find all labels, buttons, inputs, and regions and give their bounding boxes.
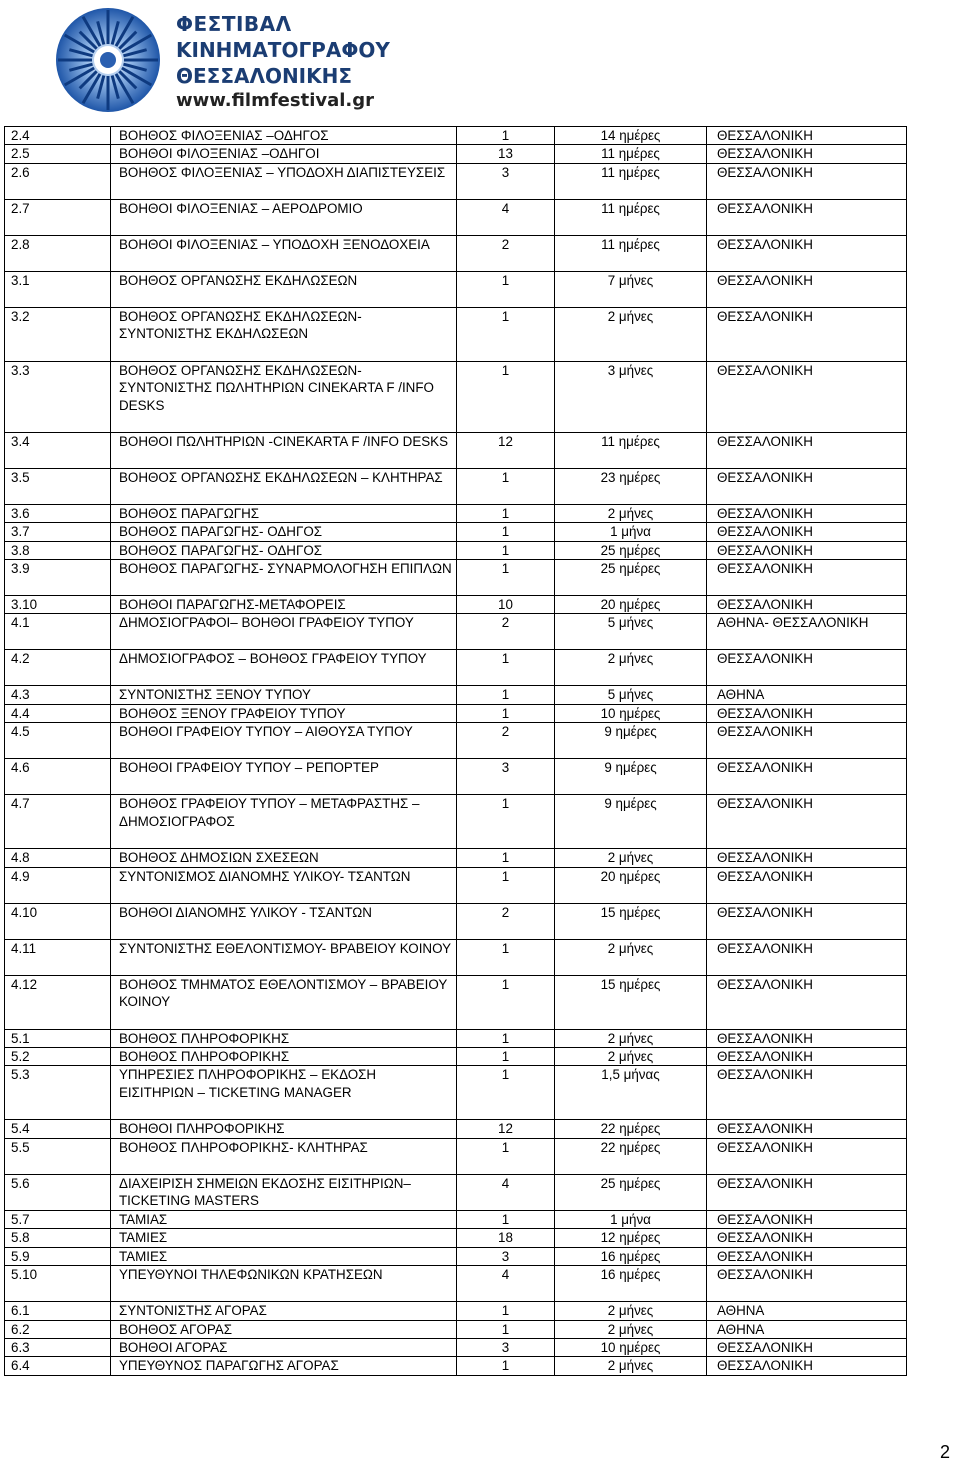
position-count: 1: [457, 271, 555, 307]
position-title: ΒΟΗΘΟΣ ΟΡΓΑΝΩΣΗΣ ΕΚΔΗΛΩΣΕΩΝ- ΣΥΝΤΟΝΙΣΤΗΣ ΠΩΛΗΤΗΡΙΩΝ CINEKARTA F /INFO DESKS: [111, 361, 457, 432]
position-location: ΑΘΗΝΑ: [707, 1320, 907, 1338]
table-row: [5, 1338, 907, 1356]
position-duration: 5 μήνες: [555, 614, 707, 650]
position-title: ΒΟΗΘΟΣ ΠΑΡΑΓΩΓΗΣ- ΣΥΝΑΡΜΟΛΟΓΗΣΗ ΕΠΙΠΛΩΝ: [111, 560, 457, 596]
table-row: [5, 1029, 907, 1047]
position-duration: 9 ημέρες: [555, 759, 707, 795]
position-title: ΒΟΗΘΟΙ ΓΡΑΦΕΙΟΥ ΤΥΠΟΥ – ΑΙΘΟΥΣΑ ΤΥΠΟΥ: [111, 723, 457, 759]
position-duration: 16 ημέρες: [555, 1266, 707, 1302]
position-title: ΒΟΗΘΟΙ ΦΙΛΟΞΕΝΙΑΣ –ΟΔΗΓΟΙ: [111, 145, 457, 163]
position-duration: 3 μήνες: [555, 361, 707, 432]
position-title: ΒΟΗΘΟΣ ΟΡΓΑΝΩΣΗΣ ΕΚΔΗΛΩΣΕΩΝ- ΣΥΝΤΟΝΙΣΤΗΣ ΕΚΔΗΛΩΣΕΩΝ: [111, 307, 457, 361]
position-code: 4.12: [5, 975, 111, 1029]
position-count: 1: [457, 975, 555, 1029]
table-row: [5, 145, 907, 163]
position-duration: 14 ημέρες: [555, 127, 707, 145]
table-row: [5, 686, 907, 704]
position-location: ΘΕΣΣΑΛΟΝΙΚΗ: [707, 361, 907, 432]
position-code: 2.8: [5, 235, 111, 271]
position-title: ΔΗΜΟΣΙΟΓΡΑΦΟΙ– ΒΟΗΘΟΙ ΓΡΑΦΕΙΟΥ ΤΥΠΟΥ: [111, 614, 457, 650]
position-code: 3.2: [5, 307, 111, 361]
position-code: 3.7: [5, 523, 111, 541]
position-location: ΘΕΣΣΑΛΟΝΙΚΗ: [707, 1229, 907, 1247]
position-code: 4.9: [5, 867, 111, 903]
position-code: 4.1: [5, 614, 111, 650]
position-title: ΥΠΕΥΘΥΝΟΣ ΠΑΡΑΓΩΓΗΣ ΑΓΟΡΑΣ: [111, 1357, 457, 1375]
position-duration: 25 ημέρες: [555, 1174, 707, 1210]
table-row: [5, 759, 907, 795]
table-row: [5, 468, 907, 504]
position-count: 1: [457, 795, 555, 849]
position-count: 1: [457, 541, 555, 559]
festival-website: www.filmfestival.gr: [176, 90, 375, 111]
table-row: [5, 560, 907, 596]
table-row: [5, 903, 907, 939]
position-duration: 11 ημέρες: [555, 163, 707, 199]
position-code: 5.8: [5, 1229, 111, 1247]
table-row: [5, 1066, 907, 1120]
position-count: 1: [457, 939, 555, 975]
position-title: ΒΟΗΘΟΣ ΠΛΗΡΟΦΟΡΙΚΗΣ: [111, 1048, 457, 1066]
position-duration: 1,5 μήνας: [555, 1066, 707, 1120]
position-code: 6.4: [5, 1357, 111, 1375]
position-title: ΒΟΗΘΟΙ ΦΙΛΟΞΕΝΙΑΣ – ΥΠΟΔΟΧΗ ΞΕΝΟΔΟΧΕΙΑ: [111, 235, 457, 271]
table-row: [5, 867, 907, 903]
table-row: [5, 1247, 907, 1265]
position-location: ΘΕΣΣΑΛΟΝΙΚΗ: [707, 650, 907, 686]
position-count: 4: [457, 1266, 555, 1302]
position-duration: 20 ημέρες: [555, 596, 707, 614]
position-location: ΘΕΣΣΑΛΟΝΙΚΗ: [707, 504, 907, 522]
table-row: [5, 1266, 907, 1302]
table-row: [5, 541, 907, 559]
position-location: ΘΕΣΣΑΛΟΝΙΚΗ: [707, 1266, 907, 1302]
position-location: ΘΕΣΣΑΛΟΝΙΚΗ: [707, 1357, 907, 1375]
position-title: ΒΟΗΘΟΙ ΓΡΑΦΕΙΟΥ ΤΥΠΟΥ – ΡΕΠΟΡΤΕΡ: [111, 759, 457, 795]
position-duration: 2 μήνες: [555, 1302, 707, 1320]
position-title: ΣΥΝΤΟΝΙΣΜΟΣ ΔΙΑΝΟΜΗΣ ΥΛΙΚΟΥ- ΤΣΑΝΤΩΝ: [111, 867, 457, 903]
position-count: 1: [457, 1357, 555, 1375]
position-count: 12: [457, 432, 555, 468]
position-duration: 15 ημέρες: [555, 903, 707, 939]
position-count: 13: [457, 145, 555, 163]
position-location: ΑΘΗΝΑ: [707, 686, 907, 704]
position-duration: 7 μήνες: [555, 271, 707, 307]
position-duration: 2 μήνες: [555, 939, 707, 975]
position-location: ΘΕΣΣΑΛΟΝΙΚΗ: [707, 975, 907, 1029]
position-code: 4.8: [5, 849, 111, 867]
table-row: [5, 1120, 907, 1138]
position-title: ΔΗΜΟΣΙΟΓΡΑΦΟΣ – ΒΟΗΘΟΣ ΓΡΑΦΕΙΟΥ ΤΥΠΟΥ: [111, 650, 457, 686]
position-count: 2: [457, 903, 555, 939]
festival-logo-icon: [50, 2, 174, 120]
position-title: ΣΥΝΤΟΝΙΣΤΗΣ ΞΕΝΟΥ ΤΥΠΟΥ: [111, 686, 457, 704]
position-location: ΑΘΗΝΑ- ΘΕΣΣΑΛΟΝΙΚΗ: [707, 614, 907, 650]
table-row: [5, 939, 907, 975]
position-duration: 2 μήνες: [555, 650, 707, 686]
position-code: 6.1: [5, 1302, 111, 1320]
position-code: 5.7: [5, 1210, 111, 1228]
position-location: ΘΕΣΣΑΛΟΝΙΚΗ: [707, 849, 907, 867]
position-title: ΒΟΗΘΟΣ ΑΓΟΡΑΣ: [111, 1320, 457, 1338]
position-title: ΒΟΗΘΟΣ ΦΙΛΟΞΕΝΙΑΣ – ΥΠΟΔΟΧΗ ΔΙΑΠΙΣΤΕΥΣΕΙΣ: [111, 163, 457, 199]
position-code: 4.7: [5, 795, 111, 849]
position-code: 3.6: [5, 504, 111, 522]
position-duration: 22 ημέρες: [555, 1120, 707, 1138]
position-title: ΔΙΑΧΕΙΡΙΣΗ ΣΗΜΕΙΩΝ ΕΚΔΟΣΗΣ ΕΙΣΙΤΗΡΙΩΝ– TICKETING MASTERS: [111, 1174, 457, 1210]
position-location: ΘΕΣΣΑΛΟΝΙΚΗ: [707, 271, 907, 307]
position-duration: 9 ημέρες: [555, 795, 707, 849]
position-count: 4: [457, 199, 555, 235]
position-code: 4.11: [5, 939, 111, 975]
position-location: ΘΕΣΣΑΛΟΝΙΚΗ: [707, 560, 907, 596]
position-title: ΒΟΗΘΟΙ ΔΙΑΝΟΜΗΣ ΥΛΙΚΟΥ - ΤΣΑΝΤΩΝ: [111, 903, 457, 939]
position-title: ΥΠΕΥΘΥΝΟΙ ΤΗΛΕΦΩΝΙΚΩΝ ΚΡΑΤΗΣΕΩΝ: [111, 1266, 457, 1302]
position-duration: 2 μήνες: [555, 1029, 707, 1047]
position-duration: 22 ημέρες: [555, 1138, 707, 1174]
festival-name-line1: ΦΕΣΤΙΒΑΛ: [176, 12, 292, 36]
position-code: 4.10: [5, 903, 111, 939]
position-code: 4.5: [5, 723, 111, 759]
position-count: 1: [457, 307, 555, 361]
position-code: 2.6: [5, 163, 111, 199]
position-count: 1: [457, 1048, 555, 1066]
table-row: [5, 849, 907, 867]
festival-name-line2: ΚΙΝΗΜΑΤΟΓΡΑΦΟΥ: [176, 38, 390, 62]
table-row: [5, 704, 907, 722]
position-location: ΘΕΣΣΑΛΟΝΙΚΗ: [707, 596, 907, 614]
position-duration: 5 μήνες: [555, 686, 707, 704]
position-location: ΘΕΣΣΑΛΟΝΙΚΗ: [707, 867, 907, 903]
position-duration: 2 μήνες: [555, 849, 707, 867]
table-row: [5, 1357, 907, 1375]
position-code: 5.9: [5, 1247, 111, 1265]
position-code: 5.5: [5, 1138, 111, 1174]
table-row: [5, 523, 907, 541]
position-title: ΒΟΗΘΟΣ ΞΕΝΟΥ ΓΡΑΦΕΙΟΥ ΤΥΠΟΥ: [111, 704, 457, 722]
position-duration: 11 ημέρες: [555, 145, 707, 163]
position-count: 3: [457, 1247, 555, 1265]
position-code: 4.4: [5, 704, 111, 722]
position-count: 10: [457, 596, 555, 614]
position-title: ΤΑΜΙΕΣ: [111, 1247, 457, 1265]
position-title: ΒΟΗΘΟΣ ΓΡΑΦΕΙΟΥ ΤΥΠΟΥ – ΜΕΤΑΦΡΑΣΤΗΣ – ΔΗΜΟΣΙΟΓΡΑΦΟΣ: [111, 795, 457, 849]
position-count: 1: [457, 504, 555, 522]
position-code: 4.6: [5, 759, 111, 795]
position-location: ΘΕΣΣΑΛΟΝΙΚΗ: [707, 432, 907, 468]
position-location: ΘΕΣΣΑΛΟΝΙΚΗ: [707, 795, 907, 849]
position-duration: 10 ημέρες: [555, 704, 707, 722]
position-location: ΘΕΣΣΑΛΟΝΙΚΗ: [707, 704, 907, 722]
position-location: ΘΕΣΣΑΛΟΝΙΚΗ: [707, 1120, 907, 1138]
position-location: ΘΕΣΣΑΛΟΝΙΚΗ: [707, 163, 907, 199]
position-code: 2.7: [5, 199, 111, 235]
position-title: ΒΟΗΘΟΣ ΤΜΗΜΑΤΟΣ ΕΘΕΛΟΝΤΙΣΜΟΥ – ΒΡΑΒΕΙΟΥ ΚΟΙΝΟΥ: [111, 975, 457, 1029]
position-duration: 11 ημέρες: [555, 199, 707, 235]
position-title: ΒΟΗΘΟΣ ΠΑΡΑΓΩΓΗΣ- ΟΔΗΓΟΣ: [111, 523, 457, 541]
position-location: ΘΕΣΣΑΛΟΝΙΚΗ: [707, 307, 907, 361]
position-code: 3.9: [5, 560, 111, 596]
position-code: 3.1: [5, 271, 111, 307]
position-count: 18: [457, 1229, 555, 1247]
position-count: 1: [457, 1029, 555, 1047]
table-row: [5, 163, 907, 199]
table-row: [5, 504, 907, 522]
position-code: 3.8: [5, 541, 111, 559]
position-duration: 2 μήνες: [555, 1357, 707, 1375]
position-count: 1: [457, 867, 555, 903]
position-duration: 10 ημέρες: [555, 1338, 707, 1356]
position-code: 3.10: [5, 596, 111, 614]
position-duration: 1 μήνα: [555, 523, 707, 541]
position-title: ΣΥΝΤΟΝΙΣΤΗΣ ΕΘΕΛΟΝΤΙΣΜΟΥ- ΒΡΑΒΕΙΟΥ ΚΟΙΝΟΥ: [111, 939, 457, 975]
position-count: 1: [457, 849, 555, 867]
position-title: ΒΟΗΘΟΙ ΠΩΛΗΤΗΡΙΩΝ -CINEKARTA F /INFO DESKS: [111, 432, 457, 468]
position-code: 6.3: [5, 1338, 111, 1356]
position-count: 1: [457, 127, 555, 145]
position-title: ΒΟΗΘΟΣ ΠΑΡΑΓΩΓΗΣ: [111, 504, 457, 522]
position-location: ΘΕΣΣΑΛΟΝΙΚΗ: [707, 1029, 907, 1047]
position-count: 12: [457, 1120, 555, 1138]
table-row: [5, 271, 907, 307]
position-count: 2: [457, 235, 555, 271]
position-count: 1: [457, 1138, 555, 1174]
position-count: 1: [457, 1066, 555, 1120]
table-row: [5, 432, 907, 468]
page-header: [50, 2, 410, 122]
position-count: 1: [457, 650, 555, 686]
position-count: 1: [457, 1302, 555, 1320]
table-row: [5, 650, 907, 686]
position-code: 2.4: [5, 127, 111, 145]
position-code: 5.6: [5, 1174, 111, 1210]
position-duration: 20 ημέρες: [555, 867, 707, 903]
position-duration: 25 ημέρες: [555, 541, 707, 559]
position-duration: 15 ημέρες: [555, 975, 707, 1029]
position-location: ΘΕΣΣΑΛΟΝΙΚΗ: [707, 723, 907, 759]
position-title: ΣΥΝΤΟΝΙΣΤΗΣ ΑΓΟΡΑΣ: [111, 1302, 457, 1320]
position-title: ΒΟΗΘΟΣ ΠΛΗΡΟΦΟΡΙΚΗΣ: [111, 1029, 457, 1047]
position-location: ΘΕΣΣΑΛΟΝΙΚΗ: [707, 468, 907, 504]
position-duration: 2 μήνες: [555, 1048, 707, 1066]
table-row: [5, 199, 907, 235]
table-row: [5, 614, 907, 650]
page-number: 2: [939, 1442, 950, 1462]
position-code: 2.5: [5, 145, 111, 163]
position-title: ΒΟΗΘΟΣ ΠΑΡΑΓΩΓΗΣ- ΟΔΗΓΟΣ: [111, 541, 457, 559]
position-location: ΘΕΣΣΑΛΟΝΙΚΗ: [707, 1066, 907, 1120]
position-duration: 1 μήνα: [555, 1210, 707, 1228]
position-duration: 23 ημέρες: [555, 468, 707, 504]
position-duration: 2 μήνες: [555, 1320, 707, 1338]
position-duration: 2 μήνες: [555, 504, 707, 522]
position-location: ΘΕΣΣΑΛΟΝΙΚΗ: [707, 939, 907, 975]
position-count: 1: [457, 560, 555, 596]
position-code: 3.5: [5, 468, 111, 504]
position-duration: 11 ημέρες: [555, 235, 707, 271]
position-code: 3.3: [5, 361, 111, 432]
table-row: [5, 596, 907, 614]
position-location: ΘΕΣΣΑΛΟΝΙΚΗ: [707, 541, 907, 559]
position-count: 1: [457, 1320, 555, 1338]
position-count: 3: [457, 163, 555, 199]
position-duration: 25 ημέρες: [555, 560, 707, 596]
table-row: [5, 1320, 907, 1338]
position-code: 5.4: [5, 1120, 111, 1138]
position-location: ΘΕΣΣΑΛΟΝΙΚΗ: [707, 1210, 907, 1228]
position-title: ΒΟΗΘΟΣ ΟΡΓΑΝΩΣΗΣ ΕΚΔΗΛΩΣΕΩΝ: [111, 271, 457, 307]
position-location: ΘΕΣΣΑΛΟΝΙΚΗ: [707, 903, 907, 939]
position-location: ΘΕΣΣΑΛΟΝΙΚΗ: [707, 127, 907, 145]
table-row: [5, 307, 907, 361]
table-row: [5, 723, 907, 759]
table-row: [5, 1302, 907, 1320]
table-row: [5, 1210, 907, 1228]
position-code: 5.2: [5, 1048, 111, 1066]
position-location: ΘΕΣΣΑΛΟΝΙΚΗ: [707, 145, 907, 163]
table-row: [5, 361, 907, 432]
position-code: 5.10: [5, 1266, 111, 1302]
position-location: ΘΕΣΣΑΛΟΝΙΚΗ: [707, 1048, 907, 1066]
position-duration: 16 ημέρες: [555, 1247, 707, 1265]
position-location: ΘΕΣΣΑΛΟΝΙΚΗ: [707, 1247, 907, 1265]
table-row: [5, 1048, 907, 1066]
position-location: ΘΕΣΣΑΛΟΝΙΚΗ: [707, 235, 907, 271]
table-row: [5, 1138, 907, 1174]
position-title: ΒΟΗΘΟΣ ΦΙΛΟΞΕΝΙΑΣ –ΟΔΗΓΟΣ: [111, 127, 457, 145]
position-count: 1: [457, 1210, 555, 1228]
position-count: 1: [457, 523, 555, 541]
staff-positions-table: [4, 126, 907, 1376]
position-location: ΘΕΣΣΑΛΟΝΙΚΗ: [707, 1174, 907, 1210]
position-count: 3: [457, 1338, 555, 1356]
position-duration: 12 ημέρες: [555, 1229, 707, 1247]
position-duration: 11 ημέρες: [555, 432, 707, 468]
position-title: ΒΟΗΘΟΙ ΠΑΡΑΓΩΓΗΣ-ΜΕΤΑΦΟΡΕΙΣ: [111, 596, 457, 614]
position-code: 4.3: [5, 686, 111, 704]
position-count: 3: [457, 759, 555, 795]
position-count: 1: [457, 361, 555, 432]
position-count: 2: [457, 723, 555, 759]
position-title: ΒΟΗΘΟΣ ΟΡΓΑΝΩΣΗΣ ΕΚΔΗΛΩΣΕΩΝ – ΚΛΗΤΗΡΑΣ: [111, 468, 457, 504]
position-title: ΥΠΗΡΕΣΙΕΣ ΠΛΗΡΟΦΟΡΙΚΗΣ – ΕΚΔΟΣΗ ΕΙΣΙΤΗΡΙΩΝ – TICKETING MANAGER: [111, 1066, 457, 1120]
position-location: ΑΘΗΝΑ: [707, 1302, 907, 1320]
table-row: [5, 795, 907, 849]
festival-name-line3: ΘΕΣΣΑΛΟΝΙΚΗΣ: [176, 64, 353, 88]
position-code: 3.4: [5, 432, 111, 468]
position-count: 1: [457, 686, 555, 704]
position-title: ΒΟΗΘΟΣ ΔΗΜΟΣΙΩΝ ΣΧΕΣΕΩΝ: [111, 849, 457, 867]
position-title: ΒΟΗΘΟΙ ΑΓΟΡΑΣ: [111, 1338, 457, 1356]
position-count: 2: [457, 614, 555, 650]
table-row: [5, 1229, 907, 1247]
table-row: [5, 127, 907, 145]
table-row: [5, 975, 907, 1029]
position-code: 5.3: [5, 1066, 111, 1120]
position-code: 4.2: [5, 650, 111, 686]
position-location: ΘΕΣΣΑΛΟΝΙΚΗ: [707, 1338, 907, 1356]
position-location: ΘΕΣΣΑΛΟΝΙΚΗ: [707, 759, 907, 795]
position-code: 5.1: [5, 1029, 111, 1047]
position-location: ΘΕΣΣΑΛΟΝΙΚΗ: [707, 1138, 907, 1174]
position-location: ΘΕΣΣΑΛΟΝΙΚΗ: [707, 199, 907, 235]
position-count: 1: [457, 468, 555, 504]
table-row: [5, 235, 907, 271]
position-duration: 9 ημέρες: [555, 723, 707, 759]
position-title: ΤΑΜΙΕΣ: [111, 1229, 457, 1247]
table-row: [5, 1174, 907, 1210]
position-title: ΒΟΗΘΟΙ ΦΙΛΟΞΕΝΙΑΣ – ΑΕΡΟΔΡΟΜΙΟ: [111, 199, 457, 235]
position-location: ΘΕΣΣΑΛΟΝΙΚΗ: [707, 523, 907, 541]
position-title: ΒΟΗΘΟΣ ΠΛΗΡΟΦΟΡΙΚΗΣ- ΚΛΗΤΗΡΑΣ: [111, 1138, 457, 1174]
position-count: 1: [457, 704, 555, 722]
position-title: ΤΑΜΙΑΣ: [111, 1210, 457, 1228]
position-title: ΒΟΗΘΟΙ ΠΛΗΡΟΦΟΡΙΚΗΣ: [111, 1120, 457, 1138]
position-duration: 2 μήνες: [555, 307, 707, 361]
position-code: 6.2: [5, 1320, 111, 1338]
position-count: 4: [457, 1174, 555, 1210]
